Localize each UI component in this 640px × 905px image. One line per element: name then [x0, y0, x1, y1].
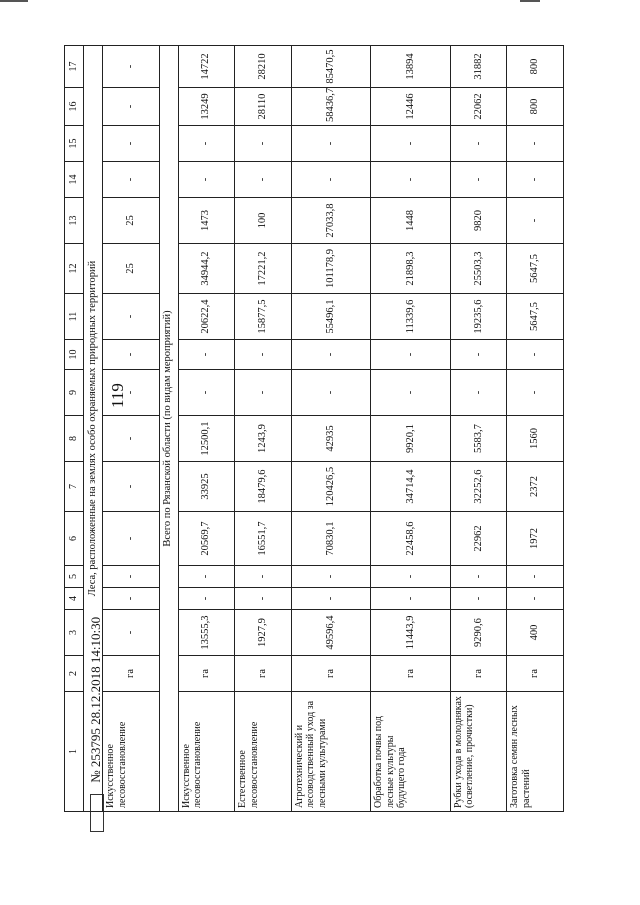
column-number: 9 — [65, 370, 84, 416]
column-number: 15 — [65, 126, 84, 162]
table-cell: га — [178, 656, 235, 692]
table-cell: - — [103, 588, 160, 610]
table-cell: 34714,4 — [371, 462, 451, 512]
column-number: 12 — [65, 244, 84, 294]
table-cell: га — [371, 656, 451, 692]
column-number: 3 — [65, 610, 84, 656]
table-cell: 800 — [507, 88, 564, 126]
table-cell: 28110 — [235, 88, 292, 126]
table-cell: 1243,9 — [235, 416, 292, 462]
table-cell: 22458,6 — [371, 512, 451, 566]
table-cell: 22962 — [450, 512, 507, 566]
column-number: 14 — [65, 162, 84, 198]
table-cell: - — [450, 566, 507, 588]
table-cell: - — [507, 340, 564, 370]
row-name: Естественное лесовосстановление — [235, 692, 292, 812]
table-cell: - — [371, 340, 451, 370]
table-cell: 1927,9 — [235, 610, 292, 656]
section-row — [159, 46, 178, 812]
table-cell: 9920,1 — [371, 416, 451, 462]
table-cell: 58436,7 — [291, 88, 371, 126]
row-name: Обработка почвы под лесные культуры будущего года — [371, 692, 451, 812]
table-cell: 70830,1 — [291, 512, 371, 566]
table-cell: 2372 — [507, 462, 564, 512]
column-number: 10 — [65, 340, 84, 370]
table-cell: 34944,2 — [178, 244, 235, 294]
table-cell: 5647,5 — [507, 244, 564, 294]
column-number: 4 — [65, 588, 84, 610]
measures-table — [64, 45, 564, 812]
table-cell: 22062 — [450, 88, 507, 126]
table-cell: 28210 — [235, 46, 292, 88]
table-cell: - — [291, 126, 371, 162]
scan-mark — [0, 0, 28, 2]
table-cell: - — [371, 126, 451, 162]
column-number: 7 — [65, 462, 84, 512]
table-cell: - — [371, 588, 451, 610]
table-cell: - — [235, 126, 292, 162]
scan-mark — [520, 0, 540, 2]
table-cell: га — [235, 656, 292, 692]
table-cell: - — [507, 588, 564, 610]
table-cell: 33925 — [178, 462, 235, 512]
table-cell: 25 — [103, 244, 160, 294]
table-cell: - — [103, 416, 160, 462]
table-cell: 120426,5 — [291, 462, 371, 512]
section-title: Леса, расположенные на землях особо охраняемых природных территорий — [84, 46, 103, 812]
table-cell: 11443,9 — [371, 610, 451, 656]
table-cell: - — [103, 512, 160, 566]
table-cell: - — [507, 566, 564, 588]
table-cell: 1473 — [178, 198, 235, 244]
table-cell: 25 — [103, 198, 160, 244]
table-row — [507, 46, 564, 812]
table-cell: - — [235, 370, 292, 416]
table-cell: 14722 — [178, 46, 235, 88]
page-number: 119 — [108, 383, 127, 408]
table-cell: 101178,9 — [291, 244, 371, 294]
table-cell: - — [103, 340, 160, 370]
table-cell: 13894 — [371, 46, 451, 88]
table-cell: - — [507, 370, 564, 416]
table-row — [450, 46, 507, 812]
row-name: Искусственное лесовосстановление — [178, 692, 235, 812]
table-cell: 32252,6 — [450, 462, 507, 512]
table-cell: га — [507, 656, 564, 692]
table-row — [103, 46, 160, 812]
column-number: 2 — [65, 656, 84, 692]
section-row — [84, 46, 103, 812]
table-cell: - — [235, 340, 292, 370]
table-row — [178, 46, 235, 812]
table-cell: - — [178, 162, 235, 198]
table-cell: 13555,3 — [178, 610, 235, 656]
table-cell: - — [235, 162, 292, 198]
row-name: Искусственное лесовосстановление — [103, 692, 160, 812]
table-cell: - — [178, 588, 235, 610]
table-cell: - — [103, 566, 160, 588]
table-cell: - — [291, 588, 371, 610]
column-number-row — [65, 46, 84, 812]
table-cell: - — [450, 340, 507, 370]
table-cell: 9820 — [450, 198, 507, 244]
table-cell: 18479,6 — [235, 462, 292, 512]
row-name: Рубки ухода в молодняках (осветление, прочистки) — [450, 692, 507, 812]
section-title: Всего по Рязанской области (по видам мероприятий) — [159, 46, 178, 812]
table-cell: - — [291, 370, 371, 416]
table-cell: 31882 — [450, 46, 507, 88]
table-cell: 5647,5 — [507, 294, 564, 340]
table-cell: га — [103, 656, 160, 692]
table-cell: - — [450, 588, 507, 610]
table-cell: 42935 — [291, 416, 371, 462]
table-cell: 1560 — [507, 416, 564, 462]
table-cell: 21898,3 — [371, 244, 451, 294]
table-cell: 400 — [507, 610, 564, 656]
table-cell: 1972 — [507, 512, 564, 566]
table-cell: - — [103, 88, 160, 126]
table-cell: 1448 — [371, 198, 451, 244]
table-cell: 25503,3 — [450, 244, 507, 294]
table-cell: - — [507, 162, 564, 198]
table-cell: - — [450, 126, 507, 162]
table-cell: - — [291, 162, 371, 198]
table-cell: 9290,6 — [450, 610, 507, 656]
table-cell: - — [178, 370, 235, 416]
table-cell: 20622,4 — [178, 294, 235, 340]
table-cell: - — [103, 46, 160, 88]
table-cell: - — [291, 566, 371, 588]
table-cell: 16551,7 — [235, 512, 292, 566]
table-cell: - — [450, 162, 507, 198]
table-cell: 27033,8 — [291, 198, 371, 244]
table-cell: - — [507, 126, 564, 162]
column-number: 1 — [65, 692, 84, 812]
column-number: 16 — [65, 88, 84, 126]
row-name: Заготовка семян лесных растений — [507, 692, 564, 812]
column-number: 17 — [65, 46, 84, 88]
table-cell: - — [103, 162, 160, 198]
column-number: 8 — [65, 416, 84, 462]
table-cell: - — [103, 462, 160, 512]
column-number: 6 — [65, 512, 84, 566]
table-cell: - — [235, 566, 292, 588]
table-cell: - — [371, 162, 451, 198]
table-cell: - — [103, 610, 160, 656]
table-cell: 55496,1 — [291, 294, 371, 340]
column-number: 11 — [65, 294, 84, 340]
table-cell: - — [178, 340, 235, 370]
table-cell: - — [178, 566, 235, 588]
table-cell: 20569,7 — [178, 512, 235, 566]
table-cell: 85470,5 — [291, 46, 371, 88]
row-name: Агротехнический и лесоводственный уход за лесными культурами — [291, 692, 371, 812]
table-cell: 15877,5 — [235, 294, 292, 340]
table-cell: - — [103, 370, 160, 416]
table-cell: - — [235, 588, 292, 610]
table-cell: 49596,4 — [291, 610, 371, 656]
table-cell: 19235,6 — [450, 294, 507, 340]
column-number: 5 — [65, 566, 84, 588]
table-wrapper — [64, 49, 564, 812]
table-cell: - — [371, 370, 451, 416]
table-cell: 17221,2 — [235, 244, 292, 294]
table-cell: - — [450, 370, 507, 416]
table-cell: 12500,1 — [178, 416, 235, 462]
table-cell: 100 — [235, 198, 292, 244]
table-row — [291, 46, 371, 812]
table-cell: - — [291, 340, 371, 370]
table-row — [371, 46, 451, 812]
table-cell: 5583,7 — [450, 416, 507, 462]
table-cell: - — [103, 126, 160, 162]
table-cell: - — [507, 198, 564, 244]
table-cell: 13249 — [178, 88, 235, 126]
table-cell: 11339,6 — [371, 294, 451, 340]
table-cell: га — [291, 656, 371, 692]
stamp-doc-number: № 253795 28.12.2018 14:10:30 — [88, 616, 103, 783]
table-cell: га — [450, 656, 507, 692]
table-cell: 12446 — [371, 88, 451, 126]
table-row — [235, 46, 292, 812]
table-cell: 800 — [507, 46, 564, 88]
table-cell: - — [178, 126, 235, 162]
table-cell: - — [103, 294, 160, 340]
column-number: 13 — [65, 198, 84, 244]
table-cell: - — [371, 566, 451, 588]
